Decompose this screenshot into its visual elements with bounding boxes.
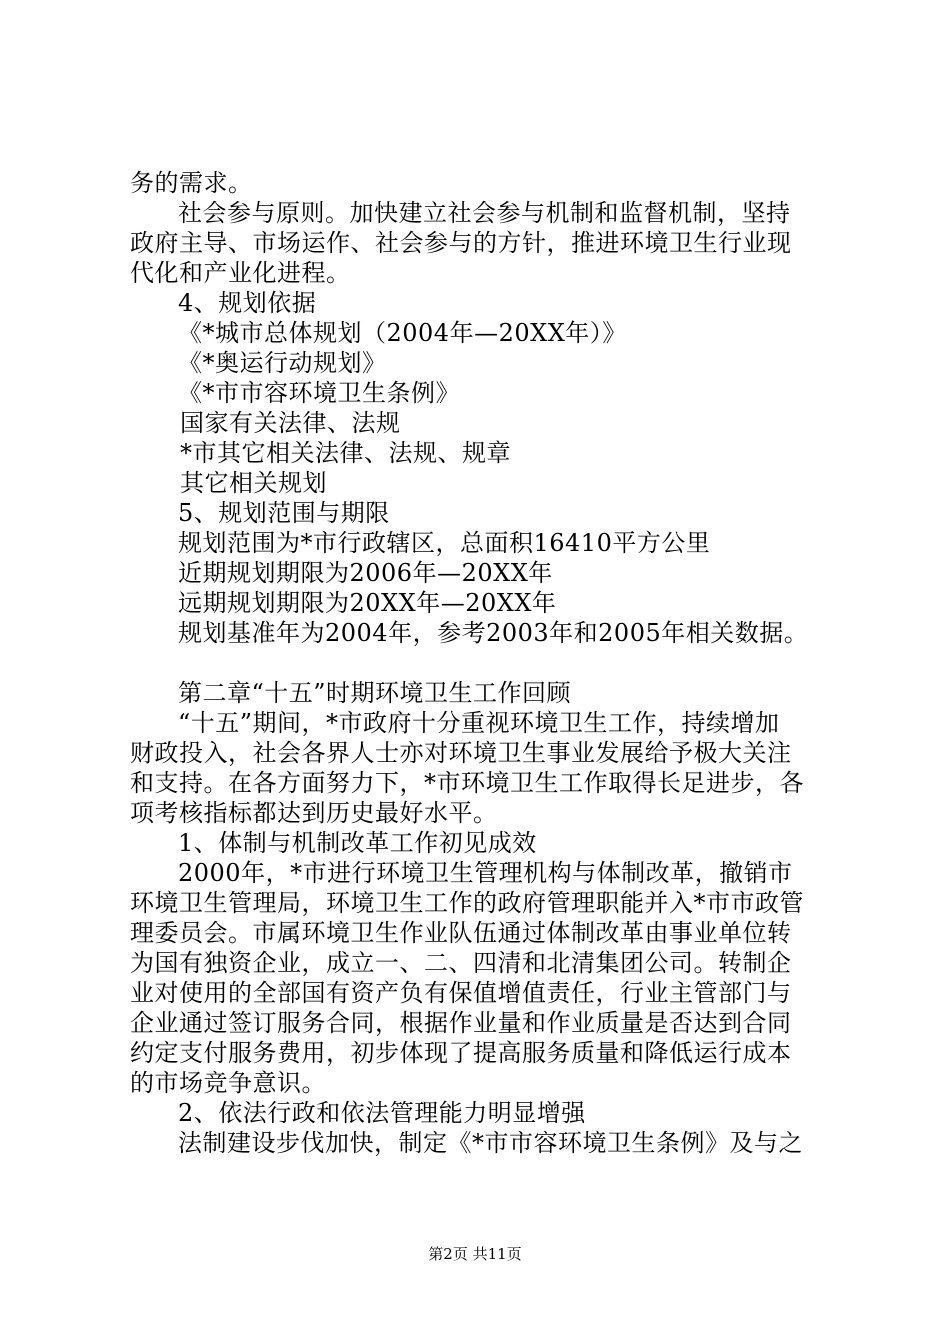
document-body	[130, 168, 830, 1158]
text-line: 近期规划期限为2006年—20XX年	[178, 559, 553, 587]
section-heading: 5、规划范围与期限	[178, 499, 390, 527]
text-line: 业对使用的全部国有资产负有保值增值责任，行业主管部门与	[130, 979, 792, 1007]
text-line: 务的需求。	[130, 169, 253, 197]
text-line: 约定支付服务费用，初步体现了提高服务质量和降低运行成本	[130, 1039, 792, 1067]
text-line: 和支持。在各方面努力下，*市环境卫生工作取得长足进步，各	[130, 769, 804, 797]
text-line: 政府主导、市场运作、社会参与的方针，推进环境卫生行业现	[130, 229, 792, 257]
chapter-heading: 第二章“十五”时期环境卫生工作回顾	[178, 679, 572, 707]
section-heading: 2、依法行政和依法管理能力明显增强	[178, 1099, 586, 1127]
text-line: 国家有关法律、法规	[180, 409, 401, 437]
text-line: “十五”期间，*市政府十分重视环境卫生工作，持续增加	[178, 709, 780, 737]
text-line: 企业通过签订服务合同，根据作业量和作业质量是否达到合同	[130, 1009, 792, 1037]
text-line: 其它相关规划	[180, 469, 327, 497]
section-heading: 4、规划依据	[178, 289, 317, 317]
text-line: 社会参与原则。加快建立社会参与机制和监督机制，坚持	[178, 199, 791, 227]
text-line: 《*城市总体规划（2004年—20XX年）》	[178, 319, 627, 347]
text-line: 财政投入，社会各界人士亦对环境卫生事业发展给予极大关注	[130, 739, 792, 767]
text-line: 法制建设步伐加快，制定《*市市容环境卫生条例》及与之	[178, 1129, 803, 1157]
text-line: *市其它相关法律、法规、规章	[180, 439, 511, 467]
text-line: 规划范围为*市行政辖区，总面积16410平方公里	[178, 529, 711, 557]
page-footer: 第2页 共11页	[428, 1245, 522, 1263]
text-line: 《*奥运行动规划》	[178, 349, 387, 377]
text-line: 项考核指标都达到历史最好水平。	[130, 799, 498, 827]
text-line: 为国有独资企业，成立一、二、四清和北清集团公司。转制企	[130, 949, 792, 977]
text-line: 的市场竞争意识。	[130, 1069, 326, 1097]
text-line: 代化和产业化进程。	[130, 259, 351, 287]
text-line: 规划基准年为2004年，参考2003年和2005年相关数据。	[178, 619, 809, 647]
section-heading: 1、体制与机制改革工作初见成效	[178, 829, 537, 857]
text-line: 理委员会。市属环境卫生作业队伍通过体制改革由事业单位转	[130, 919, 792, 947]
text-line: 远期规划期限为20XX年—20XX年	[178, 589, 557, 617]
text-line: 环境卫生管理局，环境卫生工作的政府管理职能并入*市市政管	[130, 889, 804, 917]
text-line: 2000年，*市进行环境卫生管理机构与体制改革，撤销市	[178, 859, 793, 887]
paragraph-gap	[130, 648, 830, 678]
text-line: 《*市市容环境卫生条例》	[178, 379, 460, 407]
